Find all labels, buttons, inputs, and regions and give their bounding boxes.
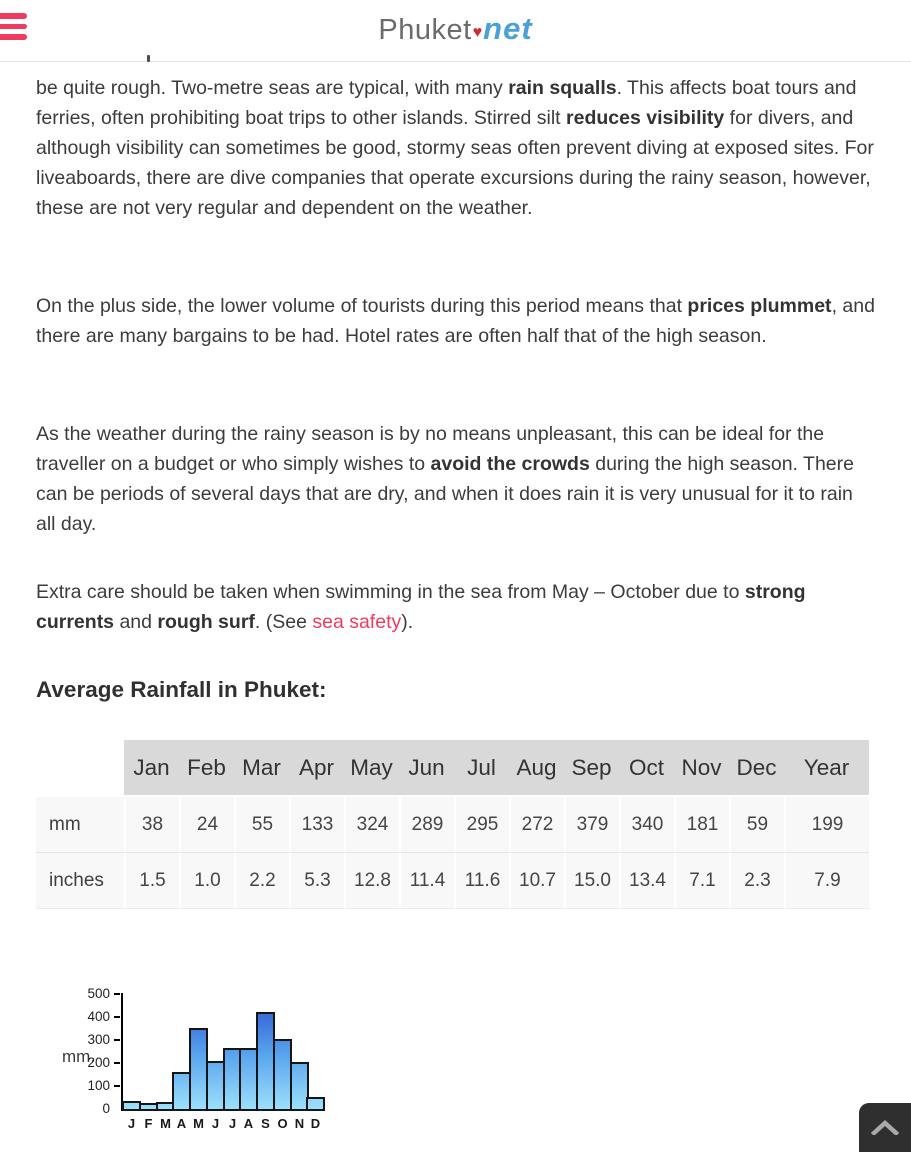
table-header-cell-jun: Jun [399,740,454,795]
x-tick-label: S [261,1116,270,1131]
text-run: and [114,611,158,633]
y-axis-line [121,993,123,1111]
table-row-inches [36,852,869,909]
table-value-cell: 12.8 [344,852,399,909]
table-header-cell-may: May [344,740,399,795]
hamburger-bar [0,34,27,40]
bold-text: rough surf [157,611,255,633]
table-value-cell: 15.0 [564,852,619,909]
table-value-cell: 1.0 [179,852,234,909]
paragraph-sea-safety [36,577,875,637]
table-value-cell: 5.3 [289,852,344,909]
x-tick-label: J [228,1116,237,1131]
table-value-cell: 2.3 [729,852,784,909]
rainfall-bar-D-11 [306,1097,325,1111]
table-value-cell: 324 [344,795,399,852]
x-tick-label: F [144,1116,153,1131]
text-run: during the high season. There can be periods of several days that are dry, and when it does rain it is very unusual for it to rain all day. [36,453,854,535]
table-value-cell: 11.6 [454,852,509,909]
x-tick-label: O [277,1116,288,1131]
table-header-cell-oct: Oct [619,740,674,795]
y-tick-mark [114,993,120,995]
table-value-cell: 199 [784,795,869,852]
text-run: As the weather during the rainy season is by no means unpleasant, this can be ideal for the traveller on a budget or who simply wishes to [36,423,825,475]
table-value-cell: 295 [454,795,509,852]
text-run: for divers, and although visibility can sometimes be good, stormy seas often prevent diving at exposed sites. For liveaboards, there are dive companies that operate excursions during the rainy season, however, these are not very regular and dependent on the weather. [36,107,874,219]
x-tick-label: D [310,1116,321,1131]
hamburger-icon[interactable] [0,13,27,41]
x-tick-label: A [176,1116,187,1131]
text-run: , and there are many bargains to be had. Hotel rates are often half that of the high season. [36,295,875,347]
chevron-up-icon [871,1120,899,1135]
rainfall-chart [0,985,360,1147]
table-value-cell: 24 [179,795,234,852]
y-axis-label: mm. [62,1047,96,1066]
bold-text: rain squalls [508,77,617,99]
text-run: On the plus side, the lower volume of tourists during this period means that [36,295,688,317]
table-header-cell-sep: Sep [564,740,619,795]
scroll-to-top-button[interactable] [859,1103,911,1152]
table-header-cell-jul: Jul [454,740,509,795]
table-header-cell-nov: Nov [674,740,729,795]
text-run: . This affects boat tours and ferries, often prohibiting boat trips to other islands. Stirred silt [36,77,857,129]
rainfall-table [36,740,869,909]
table-value-cell: 181 [674,795,729,852]
rainfall-table-wrap [36,740,869,909]
hamburger-bar [0,13,27,19]
y-tick-label: 200 [87,1055,110,1070]
paragraph-avoid-crowds [36,419,875,539]
logo-text-primary: Phuket [378,14,472,46]
table-header-cell-dec: Dec [729,740,784,795]
table-value-cell: 133 [289,795,344,852]
site-logo[interactable] [378,9,532,55]
text-run: ). [401,611,414,633]
x-tick-label: M [160,1116,171,1131]
bold-text: reduces visibility [566,107,725,129]
y-tick-label: 300 [87,1032,110,1047]
y-tick-label: 0 [102,1101,110,1116]
table-value-cell: 38 [124,795,179,852]
x-tick-label: J [211,1116,220,1131]
table-value-cell: 1.5 [124,852,179,909]
table-value-cell: 2.2 [234,852,289,909]
table-value-cell: 7.1 [674,852,729,909]
bold-text: prices plummet [687,295,832,317]
table-header-cell-year: Year [784,740,869,795]
table-value-cell: 13.4 [619,852,674,909]
y-tick-mark [114,1039,120,1041]
paragraph-prices [36,291,875,351]
y-tick-mark [114,1085,120,1087]
text-run: Extra care should be taken when swimming in the sea from May – October due to [36,581,745,603]
x-tick-label: M [193,1116,204,1131]
bold-text: strong currents [36,581,806,633]
y-tick-mark [114,1062,120,1064]
text-run: . (See [254,611,313,633]
table-header-row [36,740,869,795]
table-value-cell: 272 [509,795,564,852]
table-value-cell: 7.9 [784,852,869,909]
table-value-cell: 10.7 [509,852,564,909]
row-label-mm: mm [36,795,124,852]
table-value-cell: 340 [619,795,674,852]
heart-icon: ♥ [472,24,483,41]
row-label-inches: inches [36,852,124,909]
text-run: be quite rough. Two-metre seas are typical, with many [36,77,509,99]
table-value-cell: 59 [729,795,784,852]
table-value-cell: 11.4 [399,852,454,909]
hamburger-bar [0,24,27,30]
paragraph-rainy-season-seas [36,73,875,223]
table-value-cell: 379 [564,795,619,852]
table-header-cell-jan: Jan [124,740,179,795]
table-corner-cell [36,740,124,795]
table-value-cell: 55 [234,795,289,852]
x-tick-label: N [294,1116,305,1131]
sea-safety-link[interactable]: sea safety [312,611,402,633]
table-row-mm [36,795,869,852]
table-header-cell-mar: Mar [234,740,289,795]
table-header-cell-feb: Feb [179,740,234,795]
site-header [0,0,911,62]
table-header-cell-apr: Apr [289,740,344,795]
y-tick-label: 500 [87,986,110,1001]
x-tick-label: A [243,1116,254,1131]
table-header-cell-aug: Aug [509,740,564,795]
rainfall-heading: Average Rainfall in Phuket: [36,677,327,702]
y-tick-label: 100 [87,1078,110,1093]
clipped-text-fragment [147,55,150,62]
y-tick-label: 400 [87,1009,110,1024]
bold-text: avoid the crowds [430,453,590,475]
x-tick-label: J [127,1116,136,1131]
logo-text-secondary: net [483,11,533,46]
y-tick-mark [114,1016,120,1018]
table-value-cell: 289 [399,795,454,852]
